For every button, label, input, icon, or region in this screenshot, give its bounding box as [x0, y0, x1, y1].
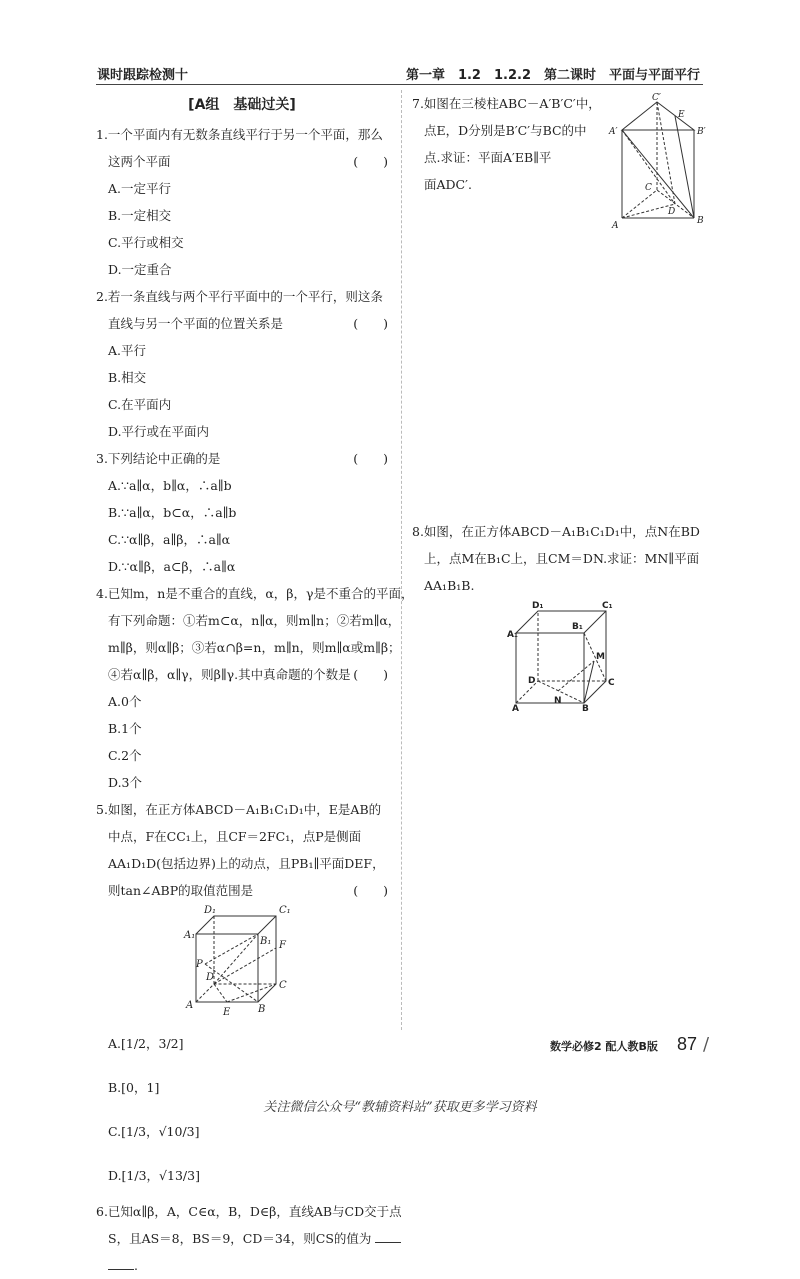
- answer-paren: ( ): [353, 883, 388, 898]
- right-column: [412, 90, 712, 711]
- page-number: 87: [677, 1034, 698, 1054]
- blank-space: [412, 230, 712, 518]
- option-c: C.在平面内: [108, 397, 172, 412]
- q4-line: 4.已知m，n是不重合的直线，α，β，γ是不重合的平面，: [96, 586, 414, 601]
- answer-paren: ( ): [353, 451, 388, 466]
- option-a: A.一定平行: [108, 181, 172, 196]
- option-a: A.[1/2，3/2]: [108, 1036, 184, 1051]
- q6-line: .: [96, 1252, 388, 1279]
- q5-line: 5.如图，在正方体ABCD－A₁B₁C₁D₁中，E是AB的: [96, 802, 382, 817]
- fig-label: C₁: [279, 905, 291, 916]
- cube-figure-q8: [412, 599, 712, 711]
- option-d: D.一定重合: [108, 262, 172, 277]
- fig-label: N: [554, 696, 562, 706]
- q4-options: [96, 688, 388, 796]
- footer-book: 数学必修2 配人教B版: [550, 1038, 658, 1054]
- fig-label: B′: [697, 127, 706, 137]
- section-title: [A组 基础过关]: [188, 97, 296, 113]
- header-left: 课时跟踪检测十: [97, 68, 189, 83]
- bottom-note: 关注微信公众号“教辅资料站”获取更多学习资料: [263, 1100, 537, 1115]
- q8-line: AA₁B₁B.: [424, 578, 475, 593]
- fig-label: A₁: [184, 930, 196, 941]
- fig-label: A: [612, 221, 619, 230]
- question-2: [96, 283, 388, 445]
- q4-line: ④若α∥β，α∥γ，则β∥γ.其中真命题的个数是 ( ): [96, 661, 388, 688]
- q1-options: [96, 175, 388, 283]
- q1-line: 这两个平面 ( ): [96, 148, 388, 175]
- fig-label: C: [279, 980, 287, 991]
- answer-paren: ( ): [353, 316, 388, 331]
- q4-line: 有下列命题：①若m⊂α，n∥α，则m∥n；②若m∥α，: [108, 613, 401, 628]
- q7-line: 点E，D分别是B′C′与BC的中: [424, 123, 587, 138]
- fig-label: A: [186, 1000, 194, 1011]
- option-c: C.平行或相交: [108, 235, 184, 250]
- fig-label: E: [678, 110, 685, 120]
- answer-blank[interactable]: [108, 1269, 134, 1270]
- option-b: B.相交: [108, 370, 147, 385]
- fig-label: F: [279, 940, 286, 951]
- header-right: 第一章 1.2 1.2.2 第二课时 平面与平面平行: [405, 68, 700, 83]
- q5-line: AA₁D₁D(包括边界)上的动点，且PB₁∥平面DEF，: [108, 856, 385, 871]
- fig-label: D₁: [532, 601, 544, 611]
- fig-label: D: [668, 207, 676, 217]
- fig-label: C: [608, 678, 615, 688]
- q8-line: 8.如图，在正方体ABCD－A₁B₁C₁D₁中，点N在BD: [412, 524, 700, 539]
- answer-paren: ( ): [353, 667, 388, 682]
- question-4: [96, 580, 414, 796]
- q7-line: 点.求证：平面A′EB∥平: [424, 150, 552, 165]
- option-c: C.∵α∥β，a∥β，∴a∥α: [108, 532, 231, 547]
- fig-label: C₁: [602, 601, 613, 611]
- fig-label: M: [596, 652, 605, 662]
- cube-figure-q5: [96, 904, 388, 1022]
- fig-label: A₁: [507, 630, 518, 640]
- question-6: [96, 1198, 402, 1279]
- prism-figure-q7: [602, 90, 712, 230]
- q2-options: [96, 337, 388, 445]
- q7-line: 7.如图在三棱柱ABC－A′B′C′中，: [412, 96, 601, 111]
- header-rule: [96, 84, 703, 85]
- question-7: [412, 90, 712, 230]
- question-3: [96, 445, 388, 580]
- fig-label: B: [697, 216, 704, 226]
- q6-line: S，且AS＝8，BS＝9，CD＝34，则CS的值为: [96, 1225, 388, 1252]
- answer-blank[interactable]: [375, 1242, 401, 1243]
- fig-label: A′: [609, 127, 618, 137]
- q7-line: 面ADC′.: [424, 177, 472, 192]
- fig-label: E: [223, 1007, 231, 1018]
- fig-label: C′: [652, 93, 661, 103]
- option-b: B.1个: [108, 721, 142, 736]
- question-1: [96, 121, 388, 283]
- q2-line: 2.若一条直线与两个平行平面中的一个平行，则这条: [96, 289, 383, 304]
- option-d: D.[1/3，√13/3]: [108, 1168, 200, 1183]
- fig-label: D: [528, 676, 536, 686]
- option-b: B.[0，1]: [108, 1080, 160, 1095]
- option-d: D.平行或在平面内: [108, 424, 210, 439]
- option-d: D.3个: [108, 775, 143, 790]
- q3-line: 3.下列结论中正确的是 ( ): [96, 445, 388, 472]
- q5-line: 则tan∠ABP的取值范围是 ( ): [96, 877, 388, 904]
- column-divider: [401, 90, 402, 1030]
- fig-label: P: [196, 959, 203, 970]
- option-a: A.平行: [108, 343, 147, 358]
- question-8: [412, 518, 712, 711]
- fig-label: B: [258, 1004, 266, 1015]
- fig-label: B: [582, 704, 589, 711]
- question-5: [96, 796, 388, 1198]
- q4-line: m∥β，则α∥β；③若α∩β=n，m∥n，则m∥α或m∥β；: [108, 640, 401, 655]
- q2-line: 直线与另一个平面的位置关系是 ( ): [96, 310, 388, 337]
- q6-line: 6.已知α∥β，A，C∈α，B，D∈β，直线AB与CD交于点: [96, 1204, 402, 1219]
- fig-label: B₁: [572, 622, 583, 632]
- option-b: B.一定相交: [108, 208, 172, 223]
- option-d: D.∵α∥β，a⊂β，∴a∥α: [108, 559, 236, 574]
- option-c: C.[1/3，√10/3]: [108, 1124, 200, 1139]
- fig-label: A: [512, 704, 519, 711]
- option-c: C.2个: [108, 748, 142, 763]
- option-a: A.∵a∥α，b∥α，∴a∥b: [108, 478, 232, 493]
- fig-label: D₁: [204, 905, 217, 916]
- q1-line: 1.一个平面内有无数条直线平行于另一个平面，那么: [96, 127, 383, 142]
- fig-label: C: [645, 183, 652, 193]
- option-b: B.∵a∥α，b⊂α，∴a∥b: [108, 505, 237, 520]
- q8-line: 上，点M在B₁C上，且CM＝DN.求证：MN∥平面: [424, 551, 700, 566]
- page-slash: /: [703, 1034, 710, 1055]
- option-a: A.0个: [108, 694, 142, 709]
- q5-line: 中点，F在CC₁上，且CF＝2FC₁，点P是侧面: [108, 829, 362, 844]
- q3-options: [96, 472, 388, 580]
- answer-paren: ( ): [353, 154, 388, 169]
- fig-label: D: [206, 972, 215, 983]
- fig-label: B₁: [260, 936, 272, 947]
